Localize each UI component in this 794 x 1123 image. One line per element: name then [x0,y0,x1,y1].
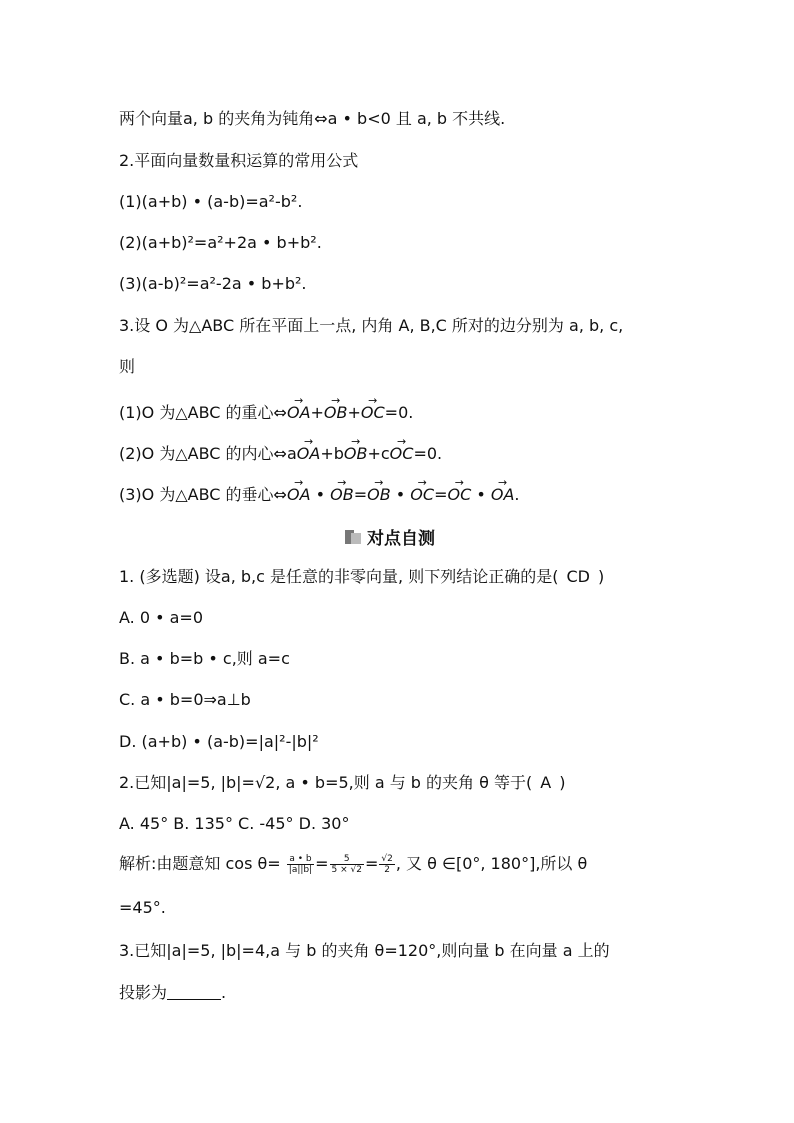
formula-3: (3)(a-b)²=a²-2a • b+b². [119,274,307,293]
question-2-answer: A [540,773,552,792]
dot-sign: • [471,485,491,504]
solution-prefix: 解析:由题意知 cos θ= [119,854,281,873]
vector-ob: → OB [324,402,348,424]
heading-common-formulas: 2.平面向量数量积运算的常用公式 [119,151,359,170]
question-1-option-c: C. a • b=0⇒a⊥b [119,690,251,709]
dot-sign: • [310,485,331,504]
fraction-result [379,854,394,875]
fraction-numerator: 5 [330,854,364,865]
question-3-end [119,982,226,1004]
question-1-option-b: B. a • b=b • c,则 a=c [119,649,290,668]
question-3-prefix: 投影为 [119,983,168,1002]
fraction-values [330,854,364,875]
question-2-solution-end: =45°. [119,898,166,917]
question-1-option-a: A. 0 • a=0 [119,608,204,627]
vector-oc: → OC [390,443,414,465]
close-paren: ) [559,773,566,792]
close-paren: ) [597,567,605,586]
centroid-condition [119,402,413,424]
incenter-end: =0. [413,444,443,463]
vector-oa: → OA [287,402,311,424]
vector-oc: → OC [447,484,471,506]
solution-suffix: , 又 θ ∈[0°, 180°],所以 θ [395,854,588,873]
section-heading-self-test [345,524,435,549]
centroid-label: (1)O 为△ABC 的重心⇔ [119,403,287,422]
fraction-numerator: √2 [381,854,393,864]
fraction-dot-over-norms [287,854,314,875]
question-2-options: A. 45° B. 135° C. -45° D. 30° [119,814,350,833]
coef-b: +b [320,444,344,463]
question-1-answer: CD [566,567,590,586]
vector-oc: → OC [410,484,434,506]
incenter-label: (2)O 为△ABC 的内心⇔ [119,444,287,463]
fraction-denominator: 2 [384,865,390,875]
formula-2: (2)(a+b)²=a²+2a • b+b². [119,233,322,252]
question-1-stem: 1. (多选题) 设a, b,c 是任意的非零向量, 则下列结论正确的是( [119,567,559,586]
vector-oc: → OC [361,402,385,424]
vector-ob: → OB [367,484,391,506]
coef-a: a [286,444,297,463]
vector-oa: → OA [491,484,515,506]
vector-oa: → OA [287,484,311,506]
question-2-stem: 2.已知|a|=5, |b|=√2, a • b=5,则 a 与 b 的夹角 θ 等于( [119,773,533,792]
question-3: 3.已知|a|=5, |b|=4,a 与 b 的夹角 θ=120°,则向量 b 在向量 a 上的 [119,941,610,960]
fraction-denominator: 5 × √2 [331,865,362,875]
orthocenter-condition [119,484,519,506]
question-2-solution [119,853,587,875]
text-triangle-setup: 3.设 O 为△ABC 所在平面上一点, 内角 A, B,C 所对的边分别为 a, b, c, [119,316,624,335]
text-then: 则 [119,357,136,376]
vector-oa: → OA [297,443,321,465]
text-line-obtuse-angle: 两个向量a, b 的夹角为钝角⇔a • b<0 且 a, b 不共线. [119,109,506,128]
fraction-denominator: |a||b| [288,865,313,875]
incenter-condition [119,443,442,465]
equals-sign: = [434,485,448,504]
plus-sign: + [347,403,361,422]
vector-ob: → OB [330,484,354,506]
question-2 [119,772,565,794]
orthocenter-label: (3)O 为△ABC 的垂心⇔ [119,485,287,504]
equals-sign: = [315,854,329,873]
dot-sign: • [390,485,411,504]
equals-sign: = [353,485,368,504]
plus-sign: + [310,403,324,422]
equals-sign: = [365,854,379,873]
question-1-option-d: D. (a+b) • (a-b)=|a|²-|b|² [119,732,319,751]
answer-blank[interactable] [167,985,221,1000]
centroid-end: =0. [384,403,414,422]
section-title: 对点自测 [367,529,435,549]
question-1 [119,566,604,588]
section-marker-icon [345,530,361,544]
vector-ob: → OB [344,443,368,465]
coef-c: +c [367,444,390,463]
orthocenter-end: . [514,485,520,504]
fraction-numerator: a • b [287,854,314,865]
period: . [221,983,227,1002]
formula-1: (1)(a+b) • (a-b)=a²-b². [119,192,303,211]
